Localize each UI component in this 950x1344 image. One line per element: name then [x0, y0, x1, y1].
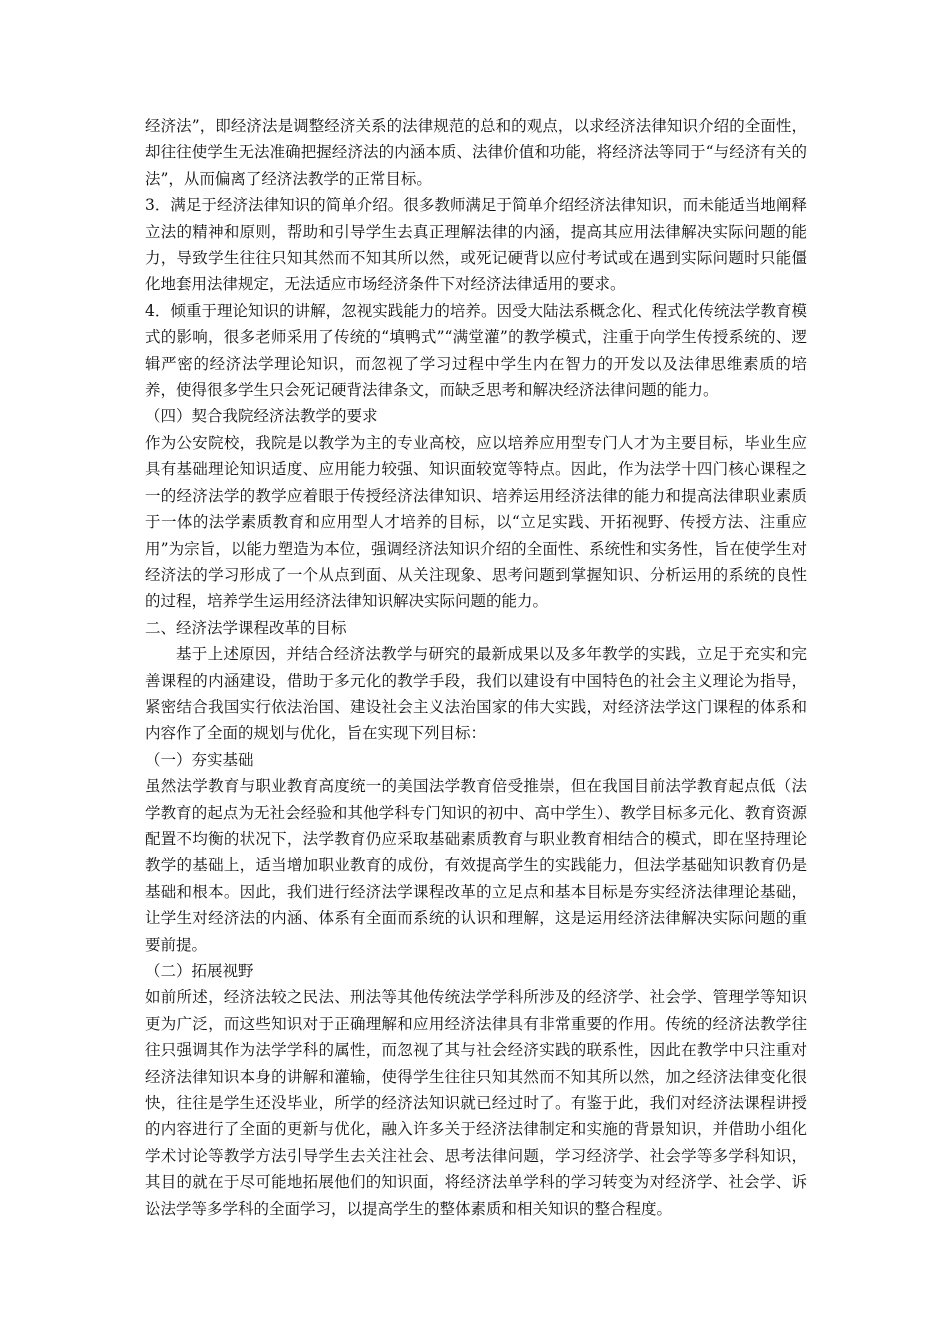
document-body [145, 113, 807, 1222]
paragraph-reform-intro: 基于上述原因，并结合经济法教学与研究的最新成果以及多年教学的实践，立足于充实和完善课程的内涵建设，借助于多元化的教学手段，我们以建设有中国特色的社会主义理论为指导，紧密结合我国实行依法治国、建设社会主义法治国家的伟大实践，对经济法学这门课程的体系和内容作了全面的规划与优化，旨在实现下列目标： [145, 645, 807, 743]
subsection-heading-foundation: （一）夯实基础 [145, 750, 254, 769]
paragraph-economic-law-definition: 经济法”，即经济法是调整经济关系的法律规范的总和的观点，以求经济法律知识介绍的全面性，却往往使学生无法准确把握经济法的内涵本质、法律价值和功能，将经济法等同于“与经济有关的法”，从而偏离了经济法教学的正常目标。 [145, 117, 807, 188]
section-heading-reform-goals: 二、经济法学课程改革的目标 [145, 618, 347, 637]
paragraph-point-4: 4．倾重于理论知识的讲解，忽视实践能力的培养。因受大陆法系概念化、程式化传统法学教育模式的影响，很多老师采用了传统的“填鸭式”“满堂灌”的教学模式，注重于向学生传授系统的、逻辑严密的经济法学理论知识，而忽视了学习过程中学生内在智力的开发以及法律思维素质的培养，使得很多学生只会死记硬背法律条文，而缺乏思考和解决经济法律问题的能力。 [145, 301, 807, 400]
paragraph-foundation: 虽然法学教育与职业教育高度统一的美国法学教育倍受推崇，但在我国目前法学教育起点低（法学教育的起点为无社会经验和其他学科专门知识的初中、高中学生）、教学目标多元化、教育资源配置不均衡的状况下，法学教育仍应采取基础素质教育与职业教育相结合的模式，即在坚持理论教学的基础上，适当增加职业教育的成份，有效提高学生的实践能力，但法学基础知识教育仍是基础和根本。因此，我们进行经济法学课程改革的立足点和基本目标是夯实经济法律理论基础，让学生对经济法的内涵、体系有全面而系统的认识和理解，这是运用经济法律解决实际问题的重要前提。 [145, 777, 807, 954]
section-heading-4: （四）契合我院经济法教学的要求 [145, 407, 378, 426]
subsection-heading-vision: （二）拓展视野 [145, 962, 254, 980]
paragraph-vision: 如前所述，经济法较之民法、刑法等其他传统法学学科所涉及的经济学、社会学、管理学等知识更为广泛，而这些知识对于正确理解和应用经济法律具有非常重要的作用。传统的经济法教学往往只强调其作为法学学科的属性，而忽视了其与社会经济实践的联系性，因此在教学中只注重对经济法律知识本身的讲解和灌输，使得学生往往只知其然而不知其所以然，加之经济法律变化很快，往往是学生还没毕业，所学的经济法知识就已经过时了。有鉴于此，我们对经济法课程讲授的内容进行了全面的更新与优化，融入许多关于经济法律制定和实施的背景知识，并借助小组化学术讨论等教学方法引导学生去关注社会、思考法律问题，学习经济学、社会学等多学科知识，其目的就在于尽可能地拓展他们的知识面，将经济法单学科的学习转变为对经济学、社会学、诉讼法学等多学科的全面学习，以提高学生的整体素质和相关知识的整合程度。 [145, 988, 807, 1218]
paragraph-college-requirements: 作为公安院校，我院是以教学为主的专业高校，应以培养应用型专门人才为主要目标，毕业生应具有基础理论知识适度、应用能力较强、知识面较宽等特点。因此，作为法学十四门核心课程之一的经济法学的教学应着眼于传授经济法律知识、培养运用经济法律的能力和提高法律职业素质于一体的法学素质教育和应用型人才培养的目标，以“立足实践、开拓视野、传授方法、注重应用”为宗旨，以能力塑造为本位，强调经济法知识介绍的全面性、系统性和实务性，旨在使学生对经济法的学习形成了一个从点到面、从关注现象、思考问题到掌握知识、分析运用的系统的良性的过程，培养学生运用经济法律知识解决实际问题的能力。 [145, 433, 807, 611]
paragraph-point-3: 3．满足于经济法律知识的简单介绍。很多教师满足于简单介绍经济法律知识，而未能适当地阐释立法的精神和原则，帮助和引导学生去真正理解法律的内涵，提高其应用法律解决实际问题的能力，导致学生往往只知其然而不知其所以然，或死记硬背以应付考试或在遇到实际问题时只能僵化地套用法律规定，无法适应市场经济条件下对经济法律适用的要求。 [145, 196, 807, 294]
